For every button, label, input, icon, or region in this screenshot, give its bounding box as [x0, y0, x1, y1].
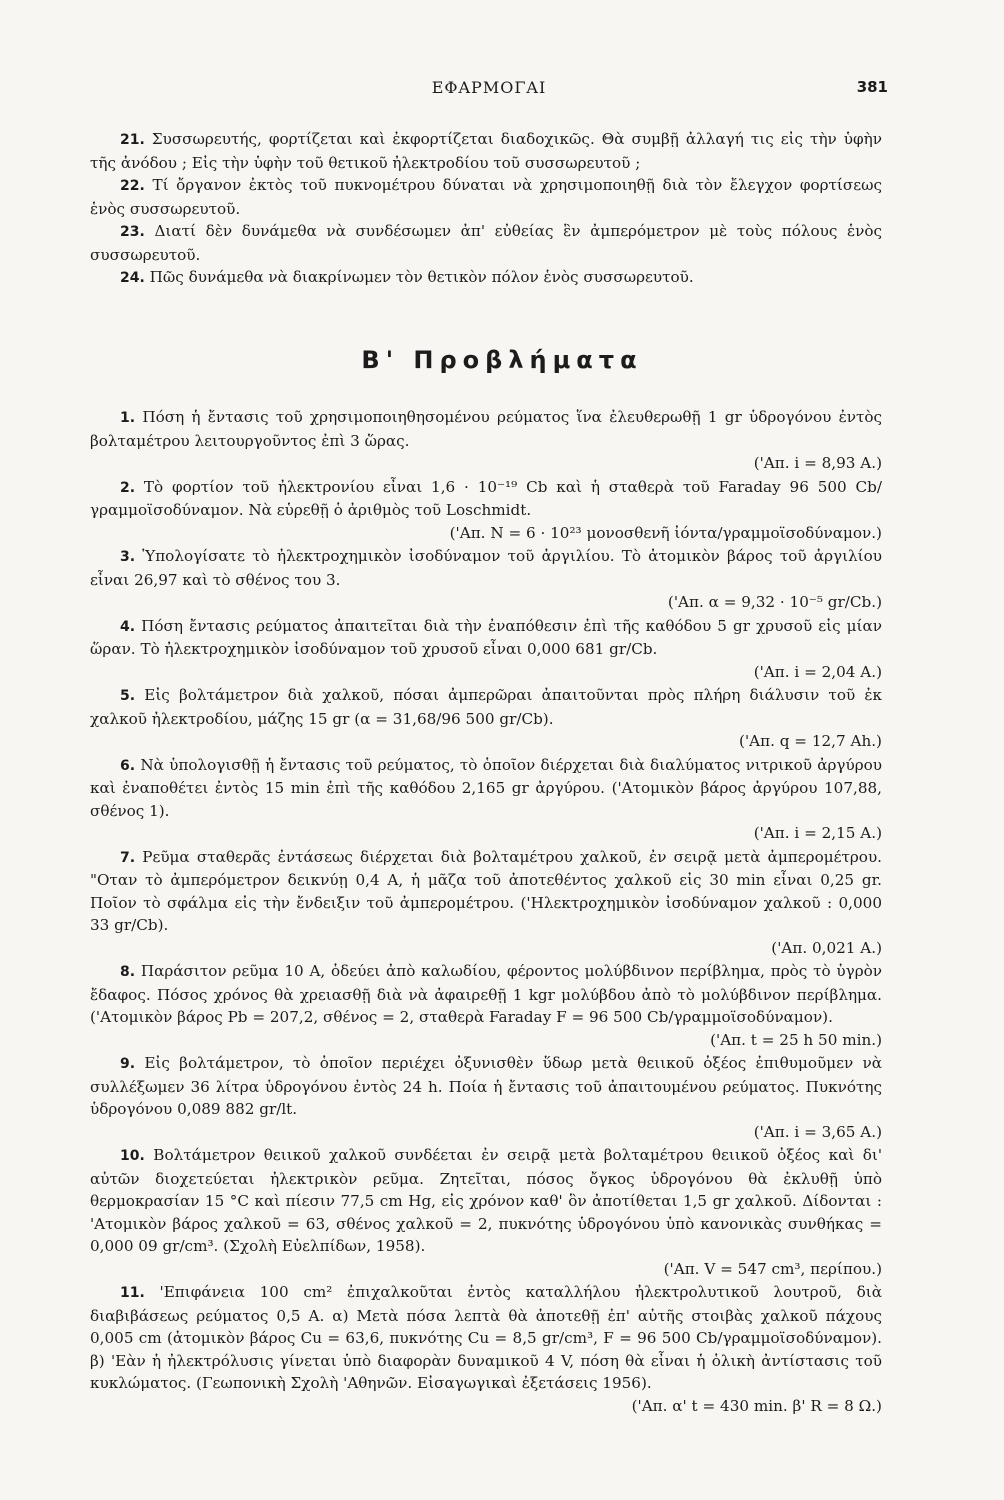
problem-answer: ('Απ. 0,021 A.)	[771, 938, 882, 957]
problem-text: Πόση ἡ ἔντασις τοῦ χρησιμοποιηθησομένου ρεύματος ἵνα ἐλευθερωθῇ 1 gr ὑδρογόνου ἐντὸς βολταμέτρου λειτουργοῦντος ἐπὶ 3 ὥρας.	[90, 408, 883, 450]
question-text: Διατί δὲν δυνάμεθα νὰ συνδέσωμεν ἀπ' εὐθείας ἓν ἀμπερόμετρον μὲ τοὺς πόλους ἑνὸς συσσωρευτοῦ.	[90, 222, 882, 264]
problem-text: Νὰ ὑπολογισθῇ ἡ ἔντασις τοῦ ρεύματος, τὸ ὁποῖον διέρχεται διὰ διαλύματος νιτρικοῦ ἀργύρου καὶ ἐναποθέτει ἐντὸς 15 min ἐπὶ τῆς καθόδου 2,165 gr ἀργύρου. ('Ατομικὸν βάρος ἀργύρου 107,88, σθένος 1).	[90, 755, 882, 820]
question-number: 21.	[120, 132, 145, 148]
problem-text: 'Επιφάνεια 100 cm² ἐπιχαλκοῦται ἐντὸς καταλλήλου ἠλεκτρολυτικοῦ λουτροῦ, διὰ διαβιβάσεως ρεύματος 0,5 A. α) Μετὰ πόσα λεπτὰ θὰ ἀποτεθῇ ἐπ' αὐτῆς στοιβὰς χαλκοῦ πάχους 0,005 cm (ἀτομικὸν βάρος Cu = 63,6, πυκνότης Cu = 8,5 gr/cm³, F = 96 500 Cb/γραμμοϊσοδύναμον). β) 'Εὰν ἡ ἠλεκτρόλυσις γίνεται ὑπὸ διαφορὰν δυναμικοῦ 4 V, πόση θὰ εἶναι ἡ ὁλικὴ ἀντίστασις τοῦ κυκλώματος. (Γεωπονικὴ Σχολὴ 'Αθηνῶν. Εἰσαγωγικαὶ ἐξετάσεις 1956).	[90, 1283, 882, 1392]
question-item	[90, 266, 882, 290]
problem-number: 11.	[120, 1285, 145, 1301]
problem-item	[90, 1052, 882, 1143]
problem-text: Εἰς βολτάμετρον διὰ χαλκοῦ, πόσαι ἀμπερῶραι ἀπαιτοῦνται πρὸς πλήρη διάλυσιν τοῦ ἐκ χαλκοῦ ἠλεκτροδίου, μάζης 15 gr (α = 31,68/96 500 gr/Cb).	[90, 686, 882, 728]
problem-number: 9.	[120, 1056, 136, 1072]
problem-number: 3.	[120, 549, 136, 565]
problem-item	[90, 846, 882, 960]
problem-item	[90, 545, 882, 614]
problem-item	[90, 1281, 882, 1417]
problem-answer: ('Απ. i = 2,04 A.)	[753, 662, 882, 681]
problem-number: 6.	[120, 757, 136, 774]
problem-number: 8.	[120, 964, 136, 980]
problem-answer: ('Απ. N = 6 · 10²³ μονοσθενῆ ἰόντα/γραμμοϊσοδύναμον.)	[449, 523, 882, 542]
question-item	[90, 174, 882, 220]
problem-item	[90, 615, 882, 684]
question-text: Συσσωρευτής, φορτίζεται καὶ ἐκφορτίζεται διαδοχικῶς. Θὰ συμβῇ ἀλλαγή τις εἰς τὴν ὑφὴν τῆς ἀνόδου ; Εἰς τὴν ὑφὴν τοῦ θετικοῦ ἠλεκτροδίου τοῦ συσσωρευτοῦ ;	[90, 130, 883, 172]
questions-list	[90, 128, 882, 290]
problems-list	[90, 406, 882, 1418]
problem-answer: ('Απ. α' t = 430 min. β' R = 8 Ω.)	[631, 1396, 882, 1415]
problem-text: Ρεῦμα σταθερᾶς ἐντάσεως διέρχεται διὰ βολταμέτρου χαλκοῦ, ἐν σειρᾷ μετὰ ἀμπερομέτρου. "Οταν τὸ ἀμπερόμετρον δεικνύῃ 0,4 A, ἡ μᾶζα τοῦ ἀποτεθέντος χαλκοῦ εἰς 30 min εἶναι 0,25 gr. Ποῖον τὸ σφάλμα εἰς τὴν ἔνδειξιν τοῦ ἀμπερομέτρου. ('Ηλεκτροχημικὸν ἰσοδύναμον χαλκοῦ : 0,000 33 gr/Cb).	[90, 847, 883, 934]
problem-item	[90, 684, 882, 753]
problem-answer: ('Απ. i = 8,93 A.)	[753, 454, 882, 472]
problem-answer: ('Απ. i = 2,15 A.)	[753, 824, 882, 842]
problem-number: 2.	[120, 479, 136, 496]
problem-number: 7.	[120, 849, 136, 866]
problem-text: Παράσιτον ρεῦμα 10 A, ὁδεύει ἀπὸ καλωδίου, φέροντος μολύβδινον περίβλημα, πρὸς τὸ ὑγρὸν ἔδαφος. Πόσος χρόνος θὰ χρειασθῇ διὰ νὰ ἀφαιρεθῇ 1 kgr μολύβδου ἀπὸ τὸ μολύβδινον περίβλημα. ('Ατομικὸν βάρος Pb = 207,2, σθένος = 2, σταθερὰ Faraday F = 96 500 Cb/γραμμοϊσοδύναμον).	[90, 962, 883, 1026]
question-item	[90, 128, 882, 174]
problem-text: Εἰς βολτάμετρον, τὸ ὁποῖον περιέχει ὀξυνισθὲν ὕδωρ μετὰ θειικοῦ ὀξέος ἐπιθυμοῦμεν νὰ συλλέξωμεν 36 λίτρα ὑδρογόνου ἐντὸς 24 h. Ποία ἡ ἔντασις τοῦ ἀπαιτουμένου ρεύματος. Πυκνότης ὑδρογόνου 0,089 882 gr/lt.	[90, 1054, 882, 1118]
question-item	[90, 220, 882, 266]
question-number: 23.	[120, 224, 145, 240]
question-number: 22.	[120, 178, 145, 194]
problem-answer: ('Απ. i = 3,65 A.)	[753, 1122, 882, 1141]
problem-item	[90, 960, 882, 1051]
question-text: Τί ὄργανον ἐκτὸς τοῦ πυκνομέτρου δύναται νὰ χρησιμοποιηθῇ διὰ τὸν ἔλεγχον φορτίσεως ἑνὸς συσσωρευτοῦ.	[90, 176, 883, 218]
running-header	[90, 76, 888, 102]
problem-text: Τὸ φορτίον τοῦ ἠλεκτρονίου εἶναι 1,6 · 10⁻¹⁹ Cb καὶ ἡ σταθερὰ τοῦ Faraday 96 500 Cb/γραμμοϊσοδύναμον. Νὰ εὑρεθῇ ὁ ἀριθμὸς τοῦ Loschmidt.	[90, 477, 883, 519]
page-number: 381	[856, 78, 888, 96]
problem-item	[90, 1144, 882, 1280]
problem-text: Πόση ἔντασις ρεύματος ἀπαιτεῖται διὰ τὴν ἐναπόθεσιν ἐπὶ τῆς καθόδου 5 gr χρυσοῦ εἰς μίαν ὥραν. Τὸ ἠλεκτροχημικὸν ἰσοδύναμον τοῦ χρυσοῦ εἶναι 0,000 681 gr/Cb.	[90, 616, 882, 658]
problem-answer: ('Απ. q = 12,7 Ah.)	[739, 732, 882, 750]
problem-item	[90, 476, 882, 545]
problem-number: 1.	[120, 410, 136, 426]
question-number: 24.	[120, 270, 145, 286]
section-heading: Β' Προβλήματα	[361, 346, 643, 374]
question-text: Πῶς δυνάμεθα νὰ διακρίνωμεν τὸν θετικὸν πόλον ἑνὸς συσσωρευτοῦ.	[149, 268, 694, 286]
problem-answer: ('Απ. α = 9,32 · 10⁻⁵ gr/Cb.)	[667, 593, 882, 611]
problem-item	[90, 406, 882, 475]
running-title: ΕΦΑΡΜΟΓΑΙ	[431, 78, 547, 97]
problem-answer: ('Απ. V = 547 cm³, περίπου.)	[663, 1259, 882, 1278]
problem-item	[90, 754, 882, 845]
problem-answer: ('Απ. t = 25 h 50 min.)	[710, 1030, 882, 1049]
problem-text: Ὑπολογίσατε τὸ ἠλεκτροχημικὸν ἰσοδύναμον τοῦ ἀργιλίου. Τὸ ἀτομικὸν βάρος τοῦ ἀργιλίου εἶναι 26,97 καὶ τὸ σθένος του 3.	[90, 547, 882, 589]
problem-number: 4.	[120, 618, 136, 635]
problem-number: 10.	[120, 1148, 145, 1164]
problem-number: 5.	[120, 688, 136, 704]
problem-text: Βολτάμετρον θειικοῦ χαλκοῦ συνδέεται ἐν σειρᾷ μετὰ βολταμέτρου θειικοῦ ὀξέος καὶ δι' αὐτῶν διοχετεύεται ἠλεκτρικὸν ρεῦμα. Ζητεῖται, πόσος ὄγκος ὑδρογόνου θὰ ἐκλυθῇ ὑπὸ θερμοκρασίαν 15 °C καὶ πίεσιν 77,5 cm Hg, εἰς χρόνον καθ' ὃν ἀποτίθεται 1,5 gr χαλκοῦ. Δίδονται : 'Ατομικὸν βάρος χαλκοῦ = 63, σθένος χαλκοῦ = 2, πυκνότης ὑδρογόνου ὑπὸ κανονικὰς συνθήκας = 0,000 09 gr/cm³. (Σχολὴ Εὐελπίδων, 1958).	[90, 1146, 883, 1255]
